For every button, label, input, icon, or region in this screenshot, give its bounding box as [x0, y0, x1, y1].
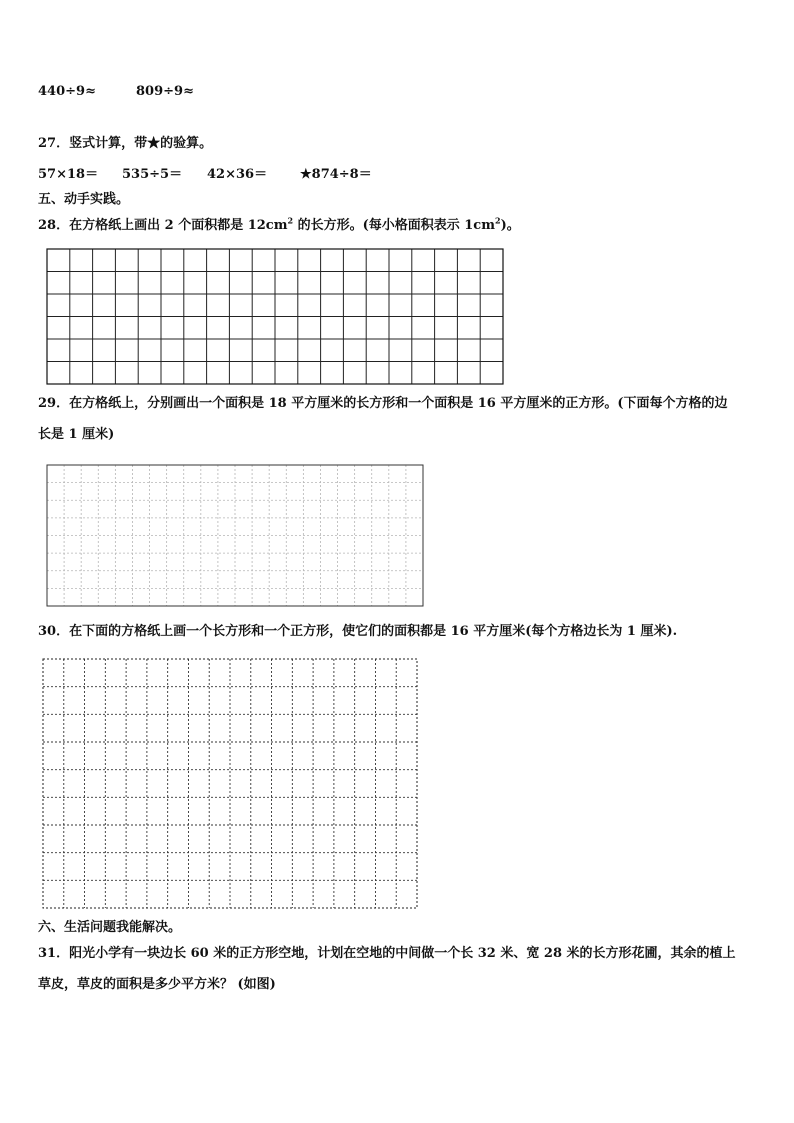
q28-text-before: 28．在方格纸上画出 2 个面积都是 12cm: [38, 218, 288, 233]
q28-prompt: [38, 215, 520, 234]
q30-grid[interactable]: [42, 658, 418, 909]
q29-prompt-line-1: 29．在方格纸上，分别画出一个面积是 18 平方厘米的长方形和一个面积是 16 平方厘米的正方形。(下面每个方格的边: [38, 396, 728, 411]
q30-prompt: 30．在下面的方格纸上画一个长方形和一个正方形，使它们的面积都是 16 平方厘米(每个方格边长为 1 厘米).: [38, 624, 678, 639]
q29-prompt-line-2: 长是 1 厘米): [38, 427, 115, 442]
section-6-title: 六、生活问题我能解决。: [38, 920, 182, 935]
q28-text-middle: 的长方形。(每小格面积表示 1cm: [293, 218, 495, 233]
q26-item-2: 809÷9≈: [136, 84, 194, 99]
q26-item-1: 440÷9≈: [38, 84, 96, 99]
q29-grid[interactable]: [46, 464, 424, 607]
q27-item-3: 42×36＝: [207, 167, 268, 182]
q28-sup-1: 2: [287, 215, 294, 226]
q31-prompt-line-2: 草皮，草皮的面积是多少平方米？ (如图): [38, 977, 276, 992]
section-5-title: 五、动手实践。: [38, 192, 130, 207]
q27-item-2: 535÷5＝: [122, 167, 183, 182]
q27-title: 27．竖式计算，带★的验算。: [38, 136, 213, 151]
q31-prompt-line-1: 31．阳光小学有一块边长 60 米的正方形空地，计划在空地的中间做一个长 32 米、宽 28 米的长方形花圃，其余的植上: [38, 946, 736, 961]
q27-item-1: 57×18＝: [38, 167, 99, 182]
q28-text-after: )。: [500, 218, 520, 233]
q28-grid[interactable]: [46, 248, 504, 385]
q28-sup-2: 2: [494, 215, 501, 226]
q27-item-4: ★874÷8＝: [300, 167, 372, 182]
